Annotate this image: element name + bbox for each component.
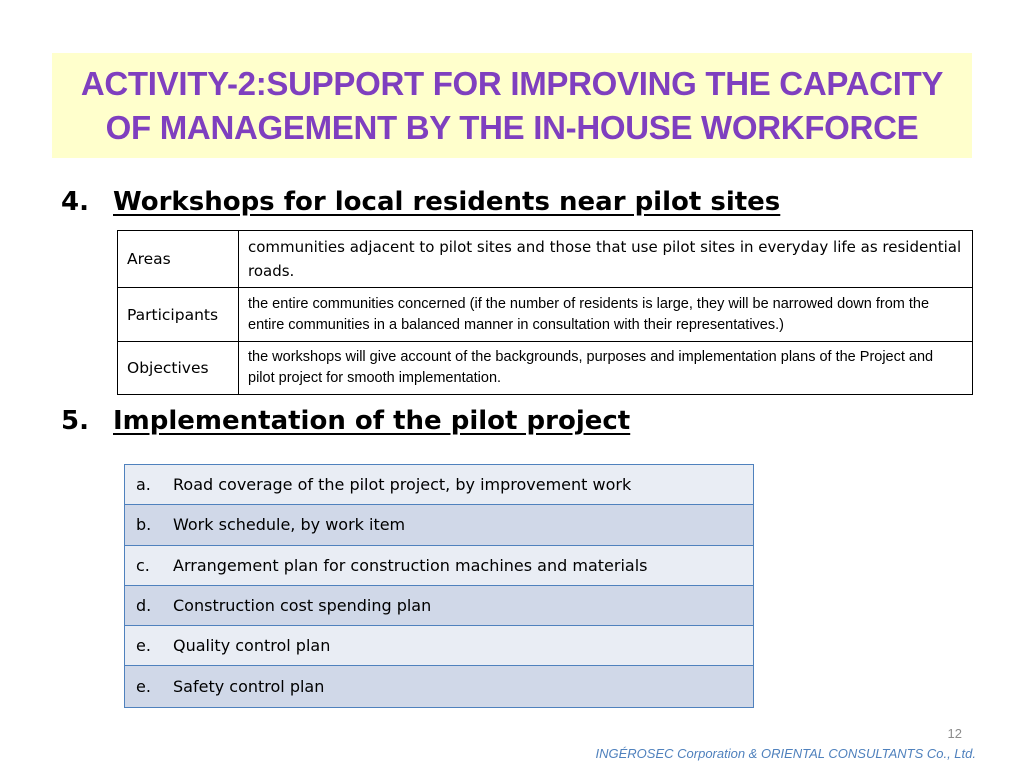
- section-5-title: Implementation of the pilot project: [113, 406, 631, 436]
- section-4-heading: [61, 187, 780, 217]
- table-row: [118, 342, 973, 395]
- pilot-project-list: [124, 464, 754, 708]
- participants-value: the entire communities concerned (if the number of residents is large, they will be narrowed down from the entire communities in a balanced manner in consultation with their representatives.): [239, 288, 973, 342]
- list-item-text: Road coverage of the pilot project, by improvement work: [173, 475, 632, 495]
- section-4-number: 4.: [61, 187, 89, 217]
- slide-title-box: [52, 53, 972, 158]
- objectives-label: Objectives: [118, 342, 239, 395]
- section-5-heading: [61, 406, 630, 436]
- areas-value: communities adjacent to pilot sites and those that use pilot sites in everyday life as residential roads.: [239, 231, 973, 288]
- list-item-text: Construction cost spending plan: [173, 596, 432, 616]
- objectives-value: the workshops will give account of the backgrounds, purposes and implementation plans of the Project and pilot project for smooth implementation.: [239, 342, 973, 395]
- page-number: 12: [947, 726, 962, 741]
- list-item: [125, 505, 753, 545]
- list-item: [125, 626, 753, 666]
- list-item: [125, 546, 753, 586]
- list-item-text: Safety control plan: [173, 677, 325, 697]
- list-item-letter: b.: [136, 515, 152, 535]
- table-row: [118, 288, 973, 342]
- participants-label: Participants: [118, 288, 239, 342]
- list-item-text: Arrangement plan for construction machines and materials: [173, 555, 648, 575]
- list-item-text: Quality control plan: [173, 636, 331, 656]
- section-4-title: Workshops for local residents near pilot sites: [113, 187, 781, 217]
- list-item-letter: a.: [136, 475, 151, 495]
- slide-title-line-2: OF MANAGEMENT BY THE IN-HOUSE WORKFORCE: [105, 108, 919, 146]
- areas-label: Areas: [118, 231, 239, 288]
- workshop-info-table: [117, 230, 973, 395]
- list-item-letter: e.: [136, 677, 151, 697]
- table-row: [118, 231, 973, 288]
- list-item-letter: e.: [136, 636, 151, 656]
- list-item-letter: c.: [136, 555, 150, 575]
- list-item-letter: d.: [136, 596, 152, 616]
- slide-title-line-1: ACTIVITY-2:SUPPORT FOR IMPROVING THE CAPACITY: [80, 64, 944, 102]
- section-5-number: 5.: [61, 406, 89, 436]
- list-item: [125, 586, 753, 626]
- list-item: [125, 465, 753, 505]
- footer-company: INGÉROSEC Corporation & ORIENTAL CONSULTANTS Co., Ltd.: [595, 746, 976, 761]
- list-item: [125, 666, 753, 706]
- list-item-text: Work schedule, by work item: [173, 515, 406, 535]
